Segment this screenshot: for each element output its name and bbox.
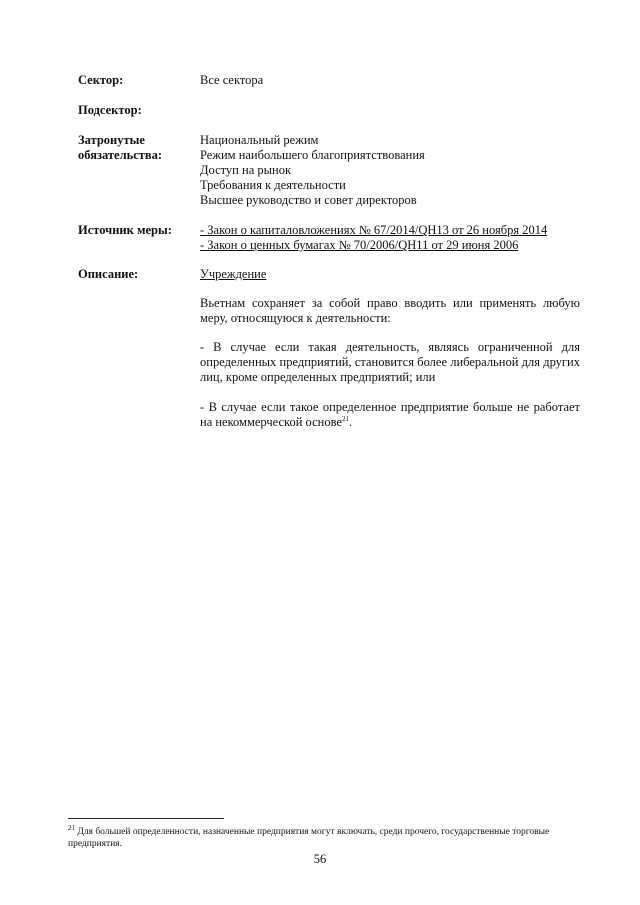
source-link[interactable]: - Закон о капиталовложениях № 67/2014/QH13 от 26 ноября 2014	[200, 223, 548, 237]
footnote-number: 21	[68, 823, 75, 832]
obligation-item: Национальный режим	[200, 133, 319, 147]
footnote-reference[interactable]: 21	[341, 414, 349, 423]
description-paragraph-2: - В случае если такая деятельность, являясь ограниченной для определенных предприятий, становится более либеральной для других лиц, кроме определенных предприятий; или	[200, 340, 580, 384]
description-heading-text: Учреждение	[200, 267, 267, 281]
obligation-item: Режим наибольшего благоприятствования	[200, 148, 425, 162]
obligations-label	[78, 133, 196, 163]
description-paragraph-1: Вьетнам сохраняет за собой право вводить или применять любую меру, относящуюся к деятельности:	[200, 296, 580, 325]
footnote-text: Для большей определенности, назначенные предприятия могут включать, среди прочего, государственные торговые предприятия.	[68, 827, 550, 849]
source-link[interactable]: - Закон о ценных бумагах № 70/2006/QH11 от 29 июня 2006	[200, 238, 519, 252]
source-label: Источник меры:	[78, 223, 172, 237]
sector-label: Сектор:	[78, 73, 124, 87]
obligations-list	[200, 133, 580, 208]
footnote-divider	[68, 818, 224, 819]
description-heading	[200, 267, 580, 282]
source-list	[200, 223, 580, 253]
obligation-item: Доступ на рынок	[200, 163, 292, 177]
description-label: Описание:	[78, 267, 139, 281]
page-number: 56	[313, 852, 327, 866]
obligation-item: Высшее руководство и совет директоров	[200, 193, 417, 207]
description-paragraph-3-end: .	[348, 415, 353, 429]
sector-value: Все сектора	[200, 73, 264, 87]
obligations-label-line1: Затронутые	[78, 133, 145, 147]
description-paragraph-3	[200, 400, 580, 430]
obligations-label-line2: обязательства:	[78, 148, 163, 162]
obligation-item: Требования к деятельности	[200, 178, 346, 192]
subsector-label: Подсектор:	[78, 103, 142, 117]
footnote	[68, 823, 588, 850]
description-paragraph-3-text: - В случае если такое определенное предприятие больше не работает на некоммерческой основе	[200, 400, 580, 429]
